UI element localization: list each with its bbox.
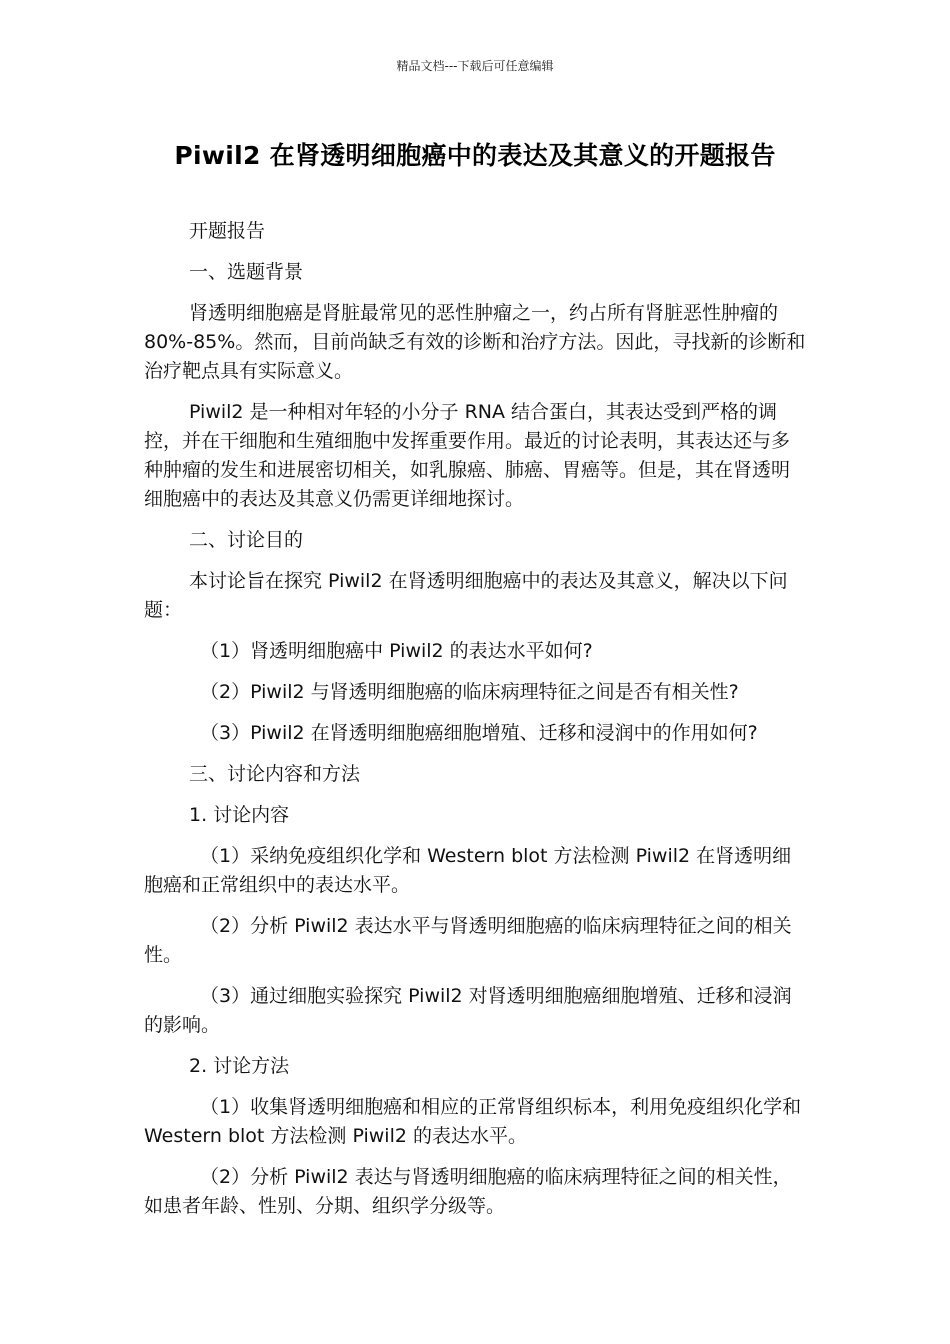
content-item-2: （2）分析 Piwil2 表达水平与肾透明细胞癌的临床病理特征之间的相关性。 (144, 915, 792, 966)
question-1: （1）肾透明细胞癌中 Piwil2 的表达水平如何? (200, 640, 593, 662)
document-body (144, 217, 808, 1233)
purpose-heading: 二、讨论目的 (189, 529, 304, 551)
background-heading: 一、选题背景 (189, 261, 304, 283)
content-heading: 三、讨论内容和方法 (189, 763, 361, 785)
question-3: （3）Piwil2 在肾透明细胞癌细胞增殖、迁移和浸润中的作用如何? (200, 722, 758, 744)
purpose-paragraph: 本讨论旨在探究 Piwil2 在肾透明细胞癌中的表达及其意义，解决以下问题： (144, 570, 788, 621)
background-paragraph-1: 肾透明细胞癌是肾脏最常见的恶性肿瘤之一，约占所有肾脏恶性肿瘤的 80%-85%。然而，目前尚缺乏有效的诊断和治疗方法。因此，寻找新的诊断和治疗靶点具有实际意义。 (144, 302, 806, 382)
background-paragraph-2: Piwil2 是一种相对年轻的小分子 RNA 结合蛋白，其表达受到严格的调控，并在干细胞和生殖细胞中发挥重要作用。最近的讨论表明，其表达还与多种肿瘤的发生和进展密切相关，如乳腺癌、肺癌、胃癌等。但是，其在肾透明细胞癌中的表达及其意义仍需更详细地探讨。 (144, 401, 791, 510)
content-subheading-1: 1. 讨论内容 (189, 804, 290, 826)
question-2: （2）Piwil2 与肾透明细胞癌的临床病理特征之间是否有相关性? (200, 681, 739, 703)
method-item-2: （2）分析 Piwil2 表达与肾透明细胞癌的临床病理特征之间的相关性，如患者年龄、性别、分期、组织学分级等。 (144, 1166, 792, 1217)
content-item-1: （1）采纳免疫组织化学和 Western blot 方法检测 Piwil2 在肾透明细胞癌和正常组织中的表达水平。 (144, 845, 792, 896)
content-item-3: （3）通过细胞实验探究 Piwil2 对肾透明细胞癌细胞增殖、迁移和浸润的影响。 (144, 985, 792, 1036)
method-item-1: （1）收集肾透明细胞癌和相应的正常肾组织标本，利用免疫组织化学和 Western blot 方法检测 Piwil2 的表达水平。 (144, 1096, 802, 1147)
content-subheading-2: 2. 讨论方法 (189, 1055, 290, 1077)
page-header: 精品文档---下载后可任意编辑 (396, 59, 554, 73)
document-title: Piwil2 在肾透明细胞癌中的表达及其意义的开题报告 (174, 141, 776, 170)
intro-heading: 开题报告 (189, 220, 266, 242)
